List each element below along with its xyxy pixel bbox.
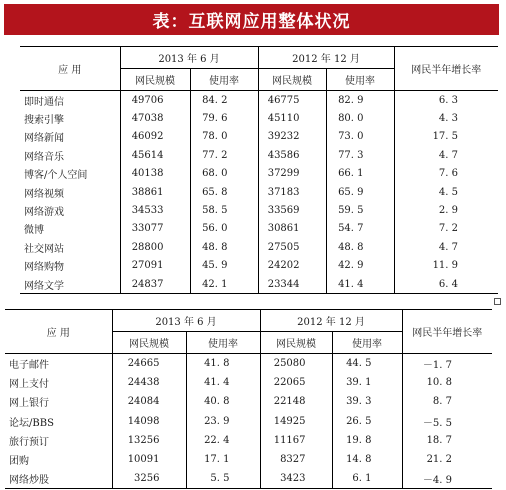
table-row (5, 354, 492, 374)
header-growth: 网民半年增长率 (402, 310, 492, 354)
header-period-2012-12: 2012 年 12 月 (258, 47, 394, 69)
users-2012-cell: 43586 (258, 146, 326, 164)
table-row (20, 257, 498, 275)
app-name-cell: 搜索引擎 (24, 115, 64, 127)
rate-2012-cell: 66. 1 (326, 165, 394, 183)
users-2013-cell: 45614 (120, 146, 190, 164)
growth-cell: 2. 9 (394, 201, 498, 219)
rate-2012-cell: 73. 0 (326, 128, 394, 146)
app-name-cell: 网络炒股 (9, 475, 49, 487)
users-2012-cell: 46775 (258, 91, 326, 110)
table-row (20, 146, 498, 164)
table-row (5, 392, 492, 411)
growth-cell: 11. 9 (394, 257, 498, 275)
app-name-cell: 电子邮件 (9, 360, 49, 372)
table-row (20, 275, 498, 294)
header-app: 应 用 (20, 47, 120, 91)
rate-2013-cell: 42. 1 (190, 275, 258, 294)
users-2012-cell: 8327 (260, 450, 332, 469)
table-resize-handle (494, 298, 501, 305)
header-period-2013-06: 2013 年 6 月 (120, 47, 258, 69)
users-2012-cell: 3423 (260, 469, 332, 489)
app-name-cell: 团购 (9, 456, 29, 468)
rate-2013-cell: 84. 2 (190, 91, 258, 110)
users-2012-cell: 14925 (260, 412, 332, 431)
users-2013-cell: 10091 (112, 450, 186, 469)
app-name-cell: 微博 (24, 225, 44, 237)
users-2013-cell: 34533 (120, 201, 190, 219)
app-name-cell: 网络新闻 (24, 133, 64, 145)
growth-cell: 4. 7 (394, 146, 498, 164)
rate-2012-cell: 26. 5 (332, 412, 402, 431)
rate-2013-cell: 41. 8 (186, 354, 260, 374)
rate-2012-cell: 59. 5 (326, 201, 394, 219)
growth-cell: 6. 3 (394, 91, 498, 110)
table-row (20, 128, 498, 146)
growth-cell: 7. 2 (394, 220, 498, 238)
table-title: 表：互联网应用整体状况 (4, 4, 499, 35)
table-row (20, 183, 498, 201)
users-2013-cell: 13256 (112, 431, 186, 450)
app-name-cell: 论坛/BBS (9, 417, 54, 429)
users-2012-cell: 37299 (258, 165, 326, 183)
growth-cell: 8. 7 (402, 392, 492, 411)
growth-cell: 6. 4 (394, 275, 498, 294)
users-2013-cell: 24665 (112, 354, 186, 374)
growth-cell: －4. 9 (402, 469, 492, 489)
growth-cell: 4. 5 (394, 183, 498, 201)
table-row (20, 238, 498, 256)
header-period-2012-12: 2012 年 12 月 (260, 310, 402, 332)
rate-2013-cell: 22. 4 (186, 431, 260, 450)
users-2012-cell: 22065 (260, 373, 332, 392)
users-2012-cell: 23344 (258, 275, 326, 294)
header-growth: 网民半年增长率 (394, 47, 498, 91)
app-name-cell: 旅行预订 (9, 436, 49, 448)
rate-2012-cell: 19. 8 (332, 431, 402, 450)
users-2013-cell: 24837 (120, 275, 190, 294)
rate-2013-cell: 79. 6 (190, 109, 258, 127)
users-2013-cell: 24084 (112, 392, 186, 411)
app-name-cell: 网络视频 (24, 188, 64, 200)
rate-2012-cell: 42. 9 (326, 257, 394, 275)
growth-cell: 4. 3 (394, 109, 498, 127)
rate-2013-cell: 45. 9 (190, 257, 258, 275)
rate-2012-cell: 39. 1 (332, 373, 402, 392)
header-rate-2013: 使用率 (186, 332, 260, 354)
header-app: 应 用 (5, 310, 112, 354)
table-row (5, 469, 492, 489)
rate-2013-cell: 77. 2 (190, 146, 258, 164)
rate-2013-cell: 68. 0 (190, 165, 258, 183)
users-2012-cell: 39232 (258, 128, 326, 146)
table-row (5, 431, 492, 450)
users-2012-cell: 24202 (258, 257, 326, 275)
users-2013-cell: 3256 (112, 469, 186, 489)
table-row (5, 450, 492, 469)
users-2013-cell: 33077 (120, 220, 190, 238)
growth-cell: 4. 7 (394, 238, 498, 256)
app-name-cell: 社交网站 (24, 243, 64, 255)
users-2012-cell: 27505 (258, 238, 326, 256)
table-row (20, 91, 498, 110)
users-2012-cell: 22148 (260, 392, 332, 411)
users-2012-cell: 25080 (260, 354, 332, 374)
users-2013-cell: 40138 (120, 165, 190, 183)
rate-2013-cell: 23. 9 (186, 412, 260, 431)
header-users-2013: 网民规模 (112, 332, 186, 354)
users-2013-cell: 47038 (120, 109, 190, 127)
users-2013-cell: 27091 (120, 257, 190, 275)
header-users-2013: 网民规模 (120, 69, 190, 91)
table-row (20, 165, 498, 183)
users-2012-cell: 37183 (258, 183, 326, 201)
rate-2013-cell: 65. 8 (190, 183, 258, 201)
table-row (20, 201, 498, 219)
internet-apps-table-1 (20, 46, 498, 294)
rate-2012-cell: 54. 7 (326, 220, 394, 238)
users-2013-cell: 14098 (112, 412, 186, 431)
table-row (20, 220, 498, 238)
users-2013-cell: 24438 (112, 373, 186, 392)
rate-2012-cell: 48. 8 (326, 238, 394, 256)
users-2012-cell: 45110 (258, 109, 326, 127)
users-2013-cell: 49706 (120, 91, 190, 110)
rate-2012-cell: 44. 5 (332, 354, 402, 374)
rate-2012-cell: 41. 4 (326, 275, 394, 294)
growth-cell: 18. 7 (402, 431, 492, 450)
header-rate-2013: 使用率 (190, 69, 258, 91)
growth-cell: 21. 2 (402, 450, 492, 469)
table-row (5, 373, 492, 392)
rate-2012-cell: 6. 1 (332, 469, 402, 489)
rate-2012-cell: 80. 0 (326, 109, 394, 127)
header-rate-2012: 使用率 (326, 69, 394, 91)
users-2012-cell: 30861 (258, 220, 326, 238)
app-name-cell: 网络游戏 (24, 207, 64, 219)
growth-cell: 17. 5 (394, 128, 498, 146)
rate-2013-cell: 48. 8 (190, 238, 258, 256)
growth-cell: －1. 7 (402, 354, 492, 374)
growth-cell: 10. 8 (402, 373, 492, 392)
growth-cell: 7. 6 (394, 165, 498, 183)
rate-2013-cell: 5. 5 (186, 469, 260, 489)
app-name-cell: 网络购物 (24, 262, 64, 274)
users-2013-cell: 38861 (120, 183, 190, 201)
app-name-cell: 网上支付 (9, 379, 49, 391)
internet-apps-table-2 (5, 309, 492, 489)
growth-cell: －5. 5 (402, 412, 492, 431)
header-users-2012: 网民规模 (258, 69, 326, 91)
rate-2013-cell: 58. 5 (190, 201, 258, 219)
header-period-2013-06: 2013 年 6 月 (112, 310, 260, 332)
users-2013-cell: 46092 (120, 128, 190, 146)
users-2013-cell: 28800 (120, 238, 190, 256)
table-row (20, 109, 498, 127)
table-row (5, 412, 492, 431)
rate-2012-cell: 39. 3 (332, 392, 402, 411)
app-name-cell: 博客/个人空间 (24, 170, 88, 182)
app-name-cell: 网络音乐 (24, 151, 64, 163)
rate-2013-cell: 17. 1 (186, 450, 260, 469)
rate-2013-cell: 40. 8 (186, 392, 260, 411)
rate-2013-cell: 56. 0 (190, 220, 258, 238)
rate-2013-cell: 78. 0 (190, 128, 258, 146)
header-users-2012: 网民规模 (260, 332, 332, 354)
header-rate-2012: 使用率 (332, 332, 402, 354)
rate-2012-cell: 77. 3 (326, 146, 394, 164)
users-2012-cell: 11167 (260, 431, 332, 450)
rate-2012-cell: 14. 8 (332, 450, 402, 469)
app-name-cell: 网上银行 (9, 398, 49, 410)
app-name-cell: 网络文学 (24, 280, 64, 292)
users-2012-cell: 33569 (258, 201, 326, 219)
app-name-cell: 即时通信 (24, 96, 64, 108)
rate-2012-cell: 65. 9 (326, 183, 394, 201)
rate-2013-cell: 41. 4 (186, 373, 260, 392)
rate-2012-cell: 82. 9 (326, 91, 394, 110)
